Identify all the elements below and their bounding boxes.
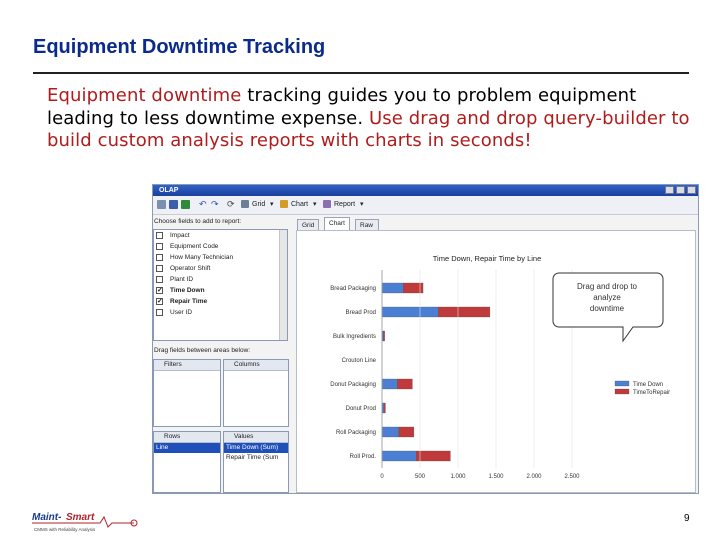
x-tick-label: 2.500 xyxy=(564,474,580,480)
choose-fields-label: Choose fields to add to report: xyxy=(154,218,242,225)
bar-timetorepair xyxy=(397,379,412,389)
grid-icon xyxy=(241,200,249,208)
callout xyxy=(553,273,663,341)
x-tick-label: 0 xyxy=(380,474,384,480)
values-item[interactable]: Time Down (Sum) xyxy=(224,443,288,453)
drag-fields-label: Drag fields between areas below: xyxy=(154,347,251,354)
field-checkbox[interactable] xyxy=(156,232,163,239)
field-item[interactable] xyxy=(154,285,287,296)
chart-icon xyxy=(280,200,288,208)
page-number: 9 xyxy=(684,513,690,524)
callout-line-3: downtime xyxy=(589,304,625,313)
y-tick-label: Roll Packaging xyxy=(335,430,376,436)
values-item[interactable]: Repair Time (Sum xyxy=(226,454,279,461)
bar-timetorepair xyxy=(438,307,490,317)
bar-chart xyxy=(297,231,695,492)
y-tick-label: Bulk Ingredients xyxy=(332,334,376,340)
refresh-icon[interactable]: ⟳ xyxy=(227,199,235,209)
field-label: User ID xyxy=(170,309,193,316)
bar-timetorepair xyxy=(384,403,386,413)
field-checkbox[interactable] xyxy=(156,309,163,316)
tab-raw-data[interactable]: Raw xyxy=(355,219,379,232)
excel-icon[interactable] xyxy=(181,200,190,209)
field-item[interactable] xyxy=(154,241,287,252)
field-label: Impact xyxy=(170,232,190,239)
redo-icon[interactable]: ↷ xyxy=(211,199,219,209)
field-item[interactable] xyxy=(154,263,287,274)
chart-title: Time Down, Repair Time by Line xyxy=(432,254,542,263)
bar-time-down xyxy=(382,379,397,389)
field-list xyxy=(153,229,288,341)
report-button[interactable]: Report xyxy=(334,201,356,208)
bar-timetorepair xyxy=(384,331,385,341)
bar-time-down xyxy=(382,427,399,437)
callout-line-1: Drag and drop to xyxy=(576,282,638,291)
filters-area[interactable] xyxy=(153,359,221,427)
field-label: Time Down xyxy=(170,287,205,294)
field-checkbox[interactable] xyxy=(156,276,163,283)
olap-window xyxy=(152,184,699,494)
report-icon xyxy=(323,200,331,208)
slide-title: Equipment Downtime Tracking xyxy=(33,36,326,58)
rows-header: Rows xyxy=(154,432,220,443)
legend-swatch xyxy=(615,389,629,394)
columns-area[interactable] xyxy=(223,359,289,427)
body-text xyxy=(47,85,697,153)
chart-button[interactable]: Chart xyxy=(291,201,309,208)
window-title: OLAP xyxy=(159,187,179,194)
chart-panel xyxy=(296,230,696,493)
y-tick-label: Bread Prod xyxy=(345,310,376,316)
legend-label: Time Down xyxy=(633,382,664,388)
logo-text-a: Maint- xyxy=(32,512,62,523)
open-icon[interactable] xyxy=(157,200,166,209)
close-button[interactable] xyxy=(687,186,696,194)
bar-timetorepair xyxy=(416,451,450,461)
grid-button[interactable]: Grid xyxy=(252,201,266,208)
maint-smart-logo xyxy=(30,508,142,541)
body-text-highlight-end: Use drag and drop query-builder to build custom analysis reports with charts in seconds! xyxy=(47,107,690,151)
columns-header: Columns xyxy=(224,360,288,371)
values-area[interactable] xyxy=(223,431,289,493)
field-label: Equipment Code xyxy=(170,243,219,250)
field-item[interactable] xyxy=(154,252,287,263)
field-item[interactable] xyxy=(154,307,287,318)
logo-text-b: Smart xyxy=(66,512,95,523)
field-label: Operator Shift xyxy=(170,265,211,272)
x-tick-label: 2.000 xyxy=(526,474,542,480)
x-tick-label: 1.000 xyxy=(450,474,466,480)
callout-line-2: analyze xyxy=(593,293,621,302)
title-divider xyxy=(33,72,689,74)
values-header: Values xyxy=(224,432,288,443)
window-titlebar xyxy=(153,185,698,196)
undo-icon[interactable]: ↶ xyxy=(199,199,207,209)
y-tick-label: Crouton Line xyxy=(341,358,376,364)
field-item[interactable] xyxy=(154,230,287,241)
maximize-button[interactable] xyxy=(676,186,685,194)
x-tick-label: 500 xyxy=(414,474,426,480)
report-dropdown-icon[interactable]: ▾ xyxy=(360,201,364,208)
rows-area[interactable] xyxy=(153,431,221,493)
bar-time-down xyxy=(382,307,438,317)
body-text-middle: tracking guides you to problem equipment leading to less downtime expense. xyxy=(47,85,637,129)
bar-timetorepair xyxy=(399,427,414,437)
field-checkbox[interactable] xyxy=(156,265,163,272)
bar-time-down xyxy=(382,283,403,293)
field-label: Repair Time xyxy=(170,298,208,305)
minimize-button[interactable] xyxy=(665,186,674,194)
chart-dropdown-icon[interactable]: ▾ xyxy=(313,201,317,208)
x-tick-label: 1.500 xyxy=(488,474,504,480)
body-text-highlight-start: Equipment downtime xyxy=(47,85,242,106)
bar-time-down xyxy=(382,451,416,461)
save-icon[interactable] xyxy=(169,200,178,209)
y-tick-label: Bread Packaging xyxy=(330,286,376,292)
field-checkbox[interactable]: ✓ xyxy=(157,287,163,294)
field-checkbox[interactable] xyxy=(156,243,163,250)
legend-swatch xyxy=(615,381,629,386)
field-item[interactable] xyxy=(154,274,287,285)
field-item[interactable] xyxy=(154,296,287,307)
grid-dropdown-icon[interactable]: ▾ xyxy=(270,201,274,208)
filters-header: Filters xyxy=(154,360,220,371)
field-label: Plant ID xyxy=(170,276,194,283)
y-tick-label: Donut Prod xyxy=(345,406,376,412)
field-checkbox[interactable] xyxy=(156,254,163,261)
toolbar xyxy=(153,196,698,215)
tab-grid[interactable]: Grid xyxy=(297,219,319,232)
legend-label: TimeToRepair xyxy=(633,390,671,396)
logo-tagline: CMMS with Reliability Analysis xyxy=(34,527,96,532)
y-tick-label: Roll Prod. xyxy=(349,454,376,460)
rows-item[interactable]: Line xyxy=(154,443,220,453)
field-checkbox[interactable]: ✓ xyxy=(157,298,163,305)
field-chooser-panel xyxy=(153,215,290,493)
field-label: How Many Technician xyxy=(170,254,234,261)
tab-chart[interactable]: Chart xyxy=(324,217,350,232)
y-tick-label: Donut Packaging xyxy=(330,382,376,388)
